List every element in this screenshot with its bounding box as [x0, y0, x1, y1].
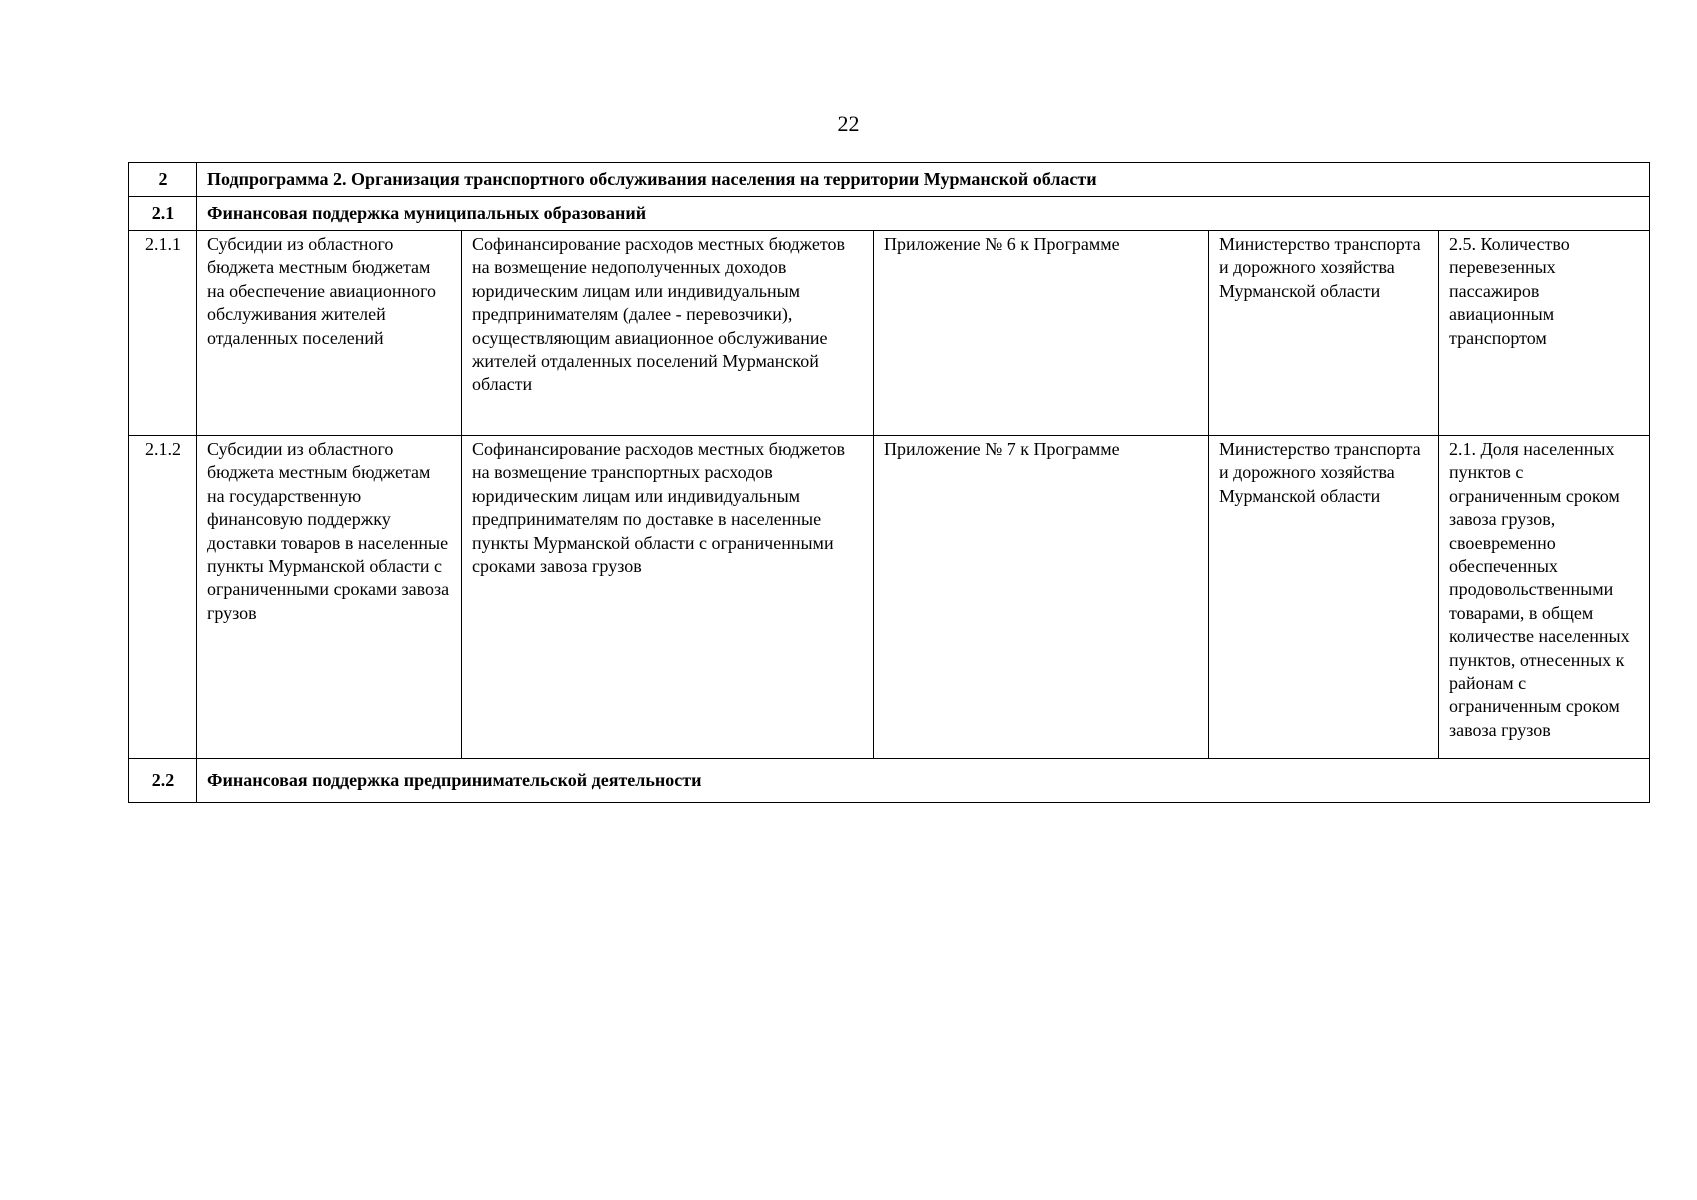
measure-description: Софинансирование расходов местных бюджетов на возмещение транспортных расходов юридическим лицам или индивидуальным предпринимателям по доставке в населенные пункты Мурманской области с ограниченными сроками завоза грузов — [462, 436, 874, 759]
program-measures-table — [128, 162, 1650, 803]
page-number: 22 — [837, 111, 860, 136]
measure-name: Субсидии из областного бюджета местным бюджетам на государственную финансовую поддержку доставки товаров в населенные пункты Мурманской области с ограниченными сроками завоза грузов — [197, 436, 462, 759]
measure-name: Субсидии из областного бюджета местным бюджетам на обеспечение авиационного обслуживания жителей отдаленных поселений — [197, 231, 462, 436]
section-title: Финансовая поддержка муниципальных образований — [197, 197, 1650, 231]
section-number: 2.1 — [129, 197, 197, 231]
subprogram-title: Подпрограмма 2. Организация транспортного обслуживания населения на территории Мурманской области — [197, 163, 1650, 197]
measure-executor: Министерство транспорта и дорожного хозяйства Мурманской области — [1209, 436, 1439, 759]
subprogram-number: 2 — [129, 163, 197, 197]
measure-indicator: 2.1. Доля населенных пунктов с ограниченным сроком завоза грузов, своевременно обеспеченных продовольственными товарами, в общем количестве населенных пунктов, отнесенных к районам с ограниченным сроком завоза грузов — [1439, 436, 1650, 759]
measure-number: 2.1.1 — [129, 231, 197, 436]
section-row — [129, 759, 1650, 803]
measure-reference: Приложение № 6 к Программе — [874, 231, 1209, 436]
measure-reference: Приложение № 7 к Программе — [874, 436, 1209, 759]
section-number: 2.2 — [129, 759, 197, 803]
table-row — [129, 231, 1650, 436]
table-row — [129, 436, 1650, 759]
subprogram-row — [129, 163, 1650, 197]
measure-executor: Министерство транспорта и дорожного хозяйства Мурманской области — [1209, 231, 1439, 436]
measure-description: Софинансирование расходов местных бюджетов на возмещение недополученных доходов юридическим лицам или индивидуальным предпринимателям (далее - перевозчики), осуществляющим авиационное обслуживание жителей отдаленных поселений Мурманской области — [462, 231, 874, 436]
measure-indicator: 2.5. Количество перевезенных пассажиров авиационным транспортом — [1439, 231, 1650, 436]
measure-number: 2.1.2 — [129, 436, 197, 759]
section-title: Финансовая поддержка предпринимательской деятельности — [197, 759, 1650, 803]
section-row — [129, 197, 1650, 231]
